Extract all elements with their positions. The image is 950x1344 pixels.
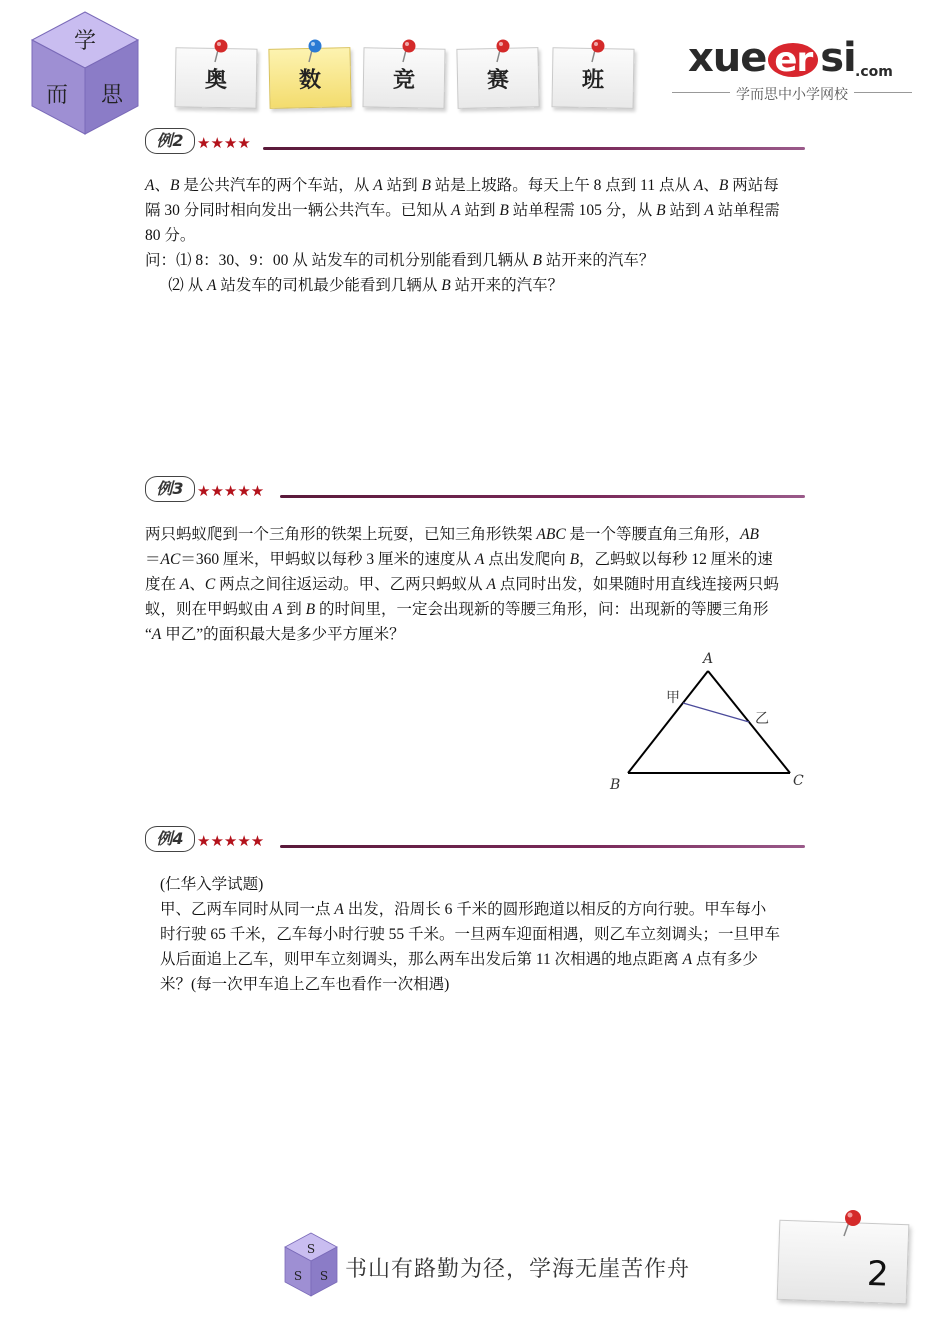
brand-er-badge: er [768, 43, 818, 77]
brand-pre: xue [688, 35, 767, 81]
example-4-line: 米？(每一次甲车追上乙车也看作一次相遇) [160, 976, 450, 993]
example-4-header [145, 826, 805, 856]
pushpin-icon [493, 38, 511, 64]
footer-cube-char-left: S [293, 1269, 303, 1283]
example-3-label: 例3 [145, 476, 195, 502]
cube-char-right: 思 [100, 83, 124, 108]
pushpin-icon [588, 38, 606, 64]
cube-char-top: 学 [73, 29, 97, 54]
brand-domain: .com [855, 64, 893, 80]
example-2-line: A、B 是公共汽车的两个车站，从 A 站到 B 站是上坡路。每天上午 8 点到 11 点从 A、B 两站每 [145, 177, 779, 194]
pushpin-icon [305, 38, 323, 64]
example-4-line: (仁华入学试题) [160, 876, 264, 893]
example-4-label: 例4 [145, 826, 195, 852]
example-2-stars: ★★★★ [197, 134, 251, 152]
pushpin-icon [211, 38, 229, 64]
example-3-line: 度在 A、C 两点之间往返运动。甲、乙两只蚂蚁从 A 点同时出发，如果随时用直线连接两只蚂 [145, 576, 779, 593]
ant-connecting-line [683, 703, 749, 722]
vertex-label-c: C [793, 773, 804, 789]
example-4-stars: ★★★★★ [197, 832, 265, 850]
pushpin-icon [399, 38, 417, 64]
example-3-line: 蚁，则在甲蚂蚁由 A 到 B 的时间里，一定会出现新的等腰三角形，问：出现新的等腰三角形 [145, 601, 769, 618]
brand-subtitle-wrap [672, 84, 912, 104]
example-2-text [145, 173, 807, 298]
example-2-line: 问：⑴ 8：30、9：00 从 站发车的司机分别能看到几辆从 B 站开来的汽车？ [145, 252, 655, 269]
vertex-label-b: B [610, 777, 621, 793]
ant-label-jia: 甲 [666, 690, 680, 706]
example-2-line: 80 分。 [145, 227, 196, 244]
header-tab-4: 班 [551, 47, 634, 108]
ant-label-yi: 乙 [755, 711, 769, 727]
example-2-rule [263, 147, 805, 150]
cube-char-left: 而 [45, 83, 69, 108]
footer-cube-char-top: S [306, 1242, 316, 1256]
example-3-text [145, 522, 807, 647]
example-2-label: 例2 [145, 128, 195, 154]
example-4-line: 时行驶 65 千米，乙车每小时行驶 55 千米。一旦两车迎面相遇，则乙车立刻调头；一旦甲车 [160, 926, 781, 943]
page-number: 2 [866, 1253, 890, 1295]
triangle-side-ab [628, 671, 708, 773]
header-tab-2: 竞 [362, 47, 445, 108]
triangle-figure [600, 645, 815, 795]
example-3-header [145, 476, 805, 506]
header-tab-1: 数 [268, 47, 351, 109]
brand-post: si [820, 35, 856, 81]
example-2-header [145, 128, 805, 158]
page-note-pin-icon [840, 1208, 866, 1238]
example-4-rule [280, 845, 805, 848]
example-4-line: 甲、乙两车同时从同一点 A 出发，沿周长 6 千米的圆形跑道以相反的方向行驶。甲车每小 [160, 901, 767, 918]
brand-subtitle: 学而思中小学网校 [730, 87, 854, 103]
vertex-label-a: A [703, 651, 714, 667]
example-2-line: 隔 30 分同时相向发出一辆公共汽车。已知从 A 站到 B 站单程需 105 分，从 B 站到 A 站单程需 [145, 202, 780, 219]
example-3-line: “A 甲乙”的面积最大是多少平方厘米？ [145, 626, 405, 643]
example-3-stars: ★★★★★ [197, 482, 265, 500]
example-3-rule [280, 495, 805, 498]
footer-cube-char-right: S [319, 1269, 329, 1283]
school-logo-cube [30, 10, 140, 136]
example-4-line: 从后面追上乙车，则甲车立刻调头，那么两车出发后第 11 次相遇的地点距离 A 点有多少 [160, 951, 758, 968]
example-3-line: 两只蚂蚁爬到一个三角形的铁架上玩耍，已知三角形铁架 ABC 是一个等腰直角三角形，AB [145, 526, 759, 543]
footer-motto: 书山有路勤为径，学海无崖苦作舟 [345, 1257, 691, 1282]
brand-logo [688, 35, 856, 81]
header-tab-3: 赛 [456, 47, 539, 109]
example-2-line: ⑵ 从 A 站发车的司机最少能看到几辆从 B 站开来的汽车？ [145, 277, 564, 294]
example-4-text [160, 872, 807, 997]
example-3-line: ＝AC＝360 厘米，甲蚂蚁以每秒 3 厘米的速度从 A 点出发爬向 B，乙蚂蚁以每秒 12 厘米的速 [145, 551, 773, 568]
header-tab-0: 奥 [174, 47, 257, 108]
footer-logo-cube [284, 1232, 338, 1298]
